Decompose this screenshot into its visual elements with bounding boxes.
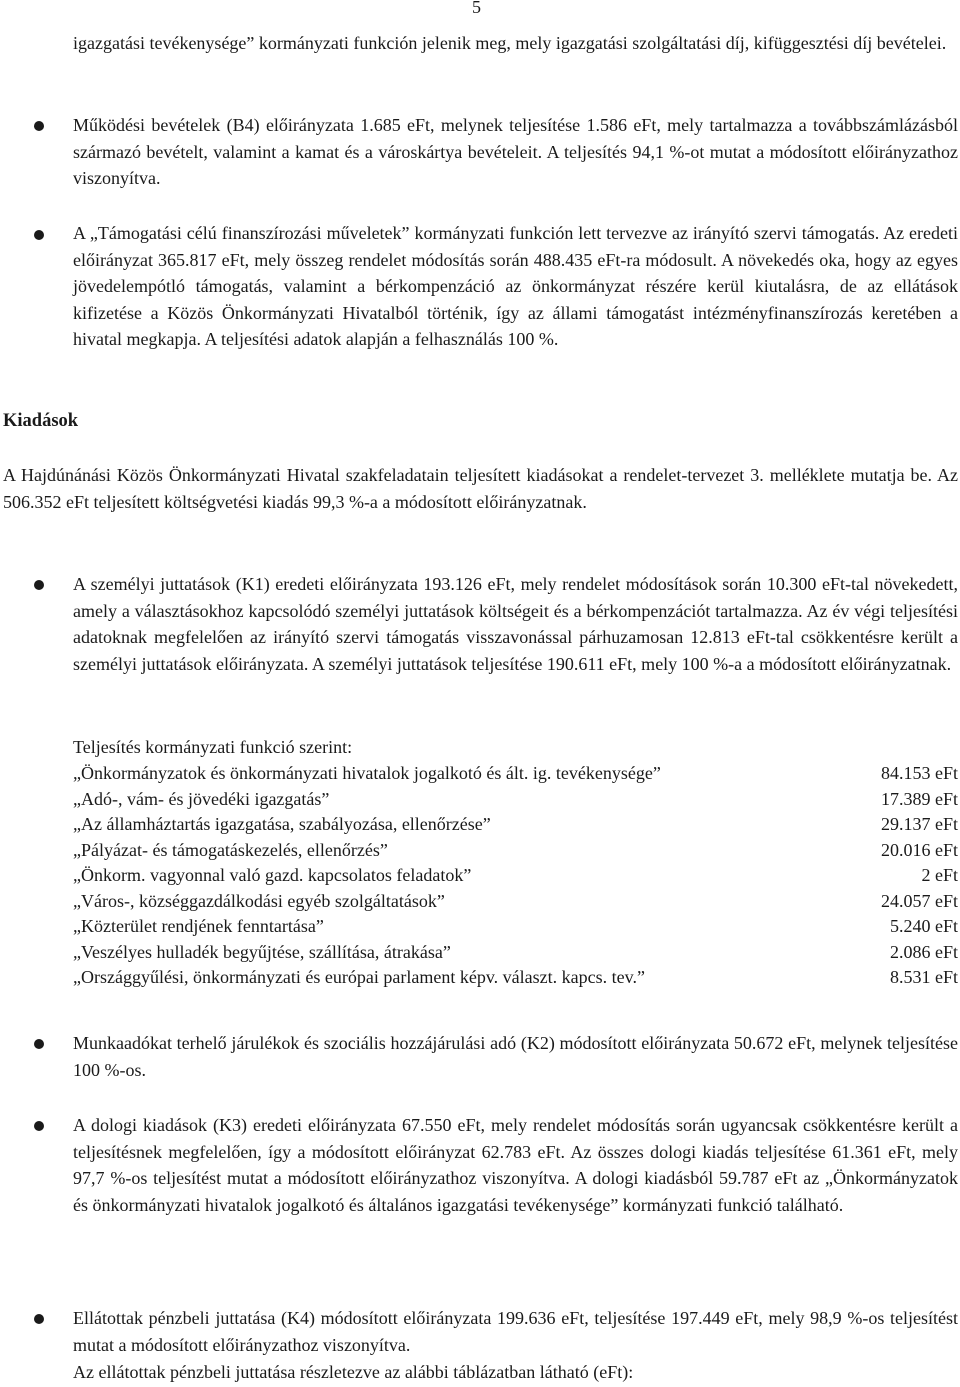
function-label: „Város-, községgazdálkodási egyéb szolgáltatások” <box>73 890 445 911</box>
section-heading-expenses: Kiadások <box>3 411 79 431</box>
function-amount: 24.057 eFt <box>880 890 958 911</box>
k4-paragraph: Ellátottak pénzbeli juttatása (K4) módosított előirányzata 199.636 eFt, teljesítése 197.449 eFt, mely 98,9 %-os teljesítést mutat a módosított előirányzathoz viszonyítva. <box>73 1308 958 1355</box>
bullet-icon <box>34 1039 44 1049</box>
table-row <box>73 761 958 787</box>
function-label: „Önkorm. vagyonnal való gazd. kapcsolatos feladatok” <box>73 865 472 885</box>
k4-note: Az ellátottak pénzbeli juttatása részletezve az alábbi táblázatban látható (eFt): <box>73 1362 634 1382</box>
function-amount: 17.389 eFt <box>880 788 958 809</box>
function-label: „Adó-, vám- és jövedéki igazgatás” <box>73 788 330 809</box>
bullet-icon <box>34 1314 44 1324</box>
table-row <box>73 889 958 915</box>
function-amount: 2.086 eFt <box>889 941 958 962</box>
function-amount: 5.240 eFt <box>889 916 958 936</box>
function-table <box>73 761 958 991</box>
function-amount: 29.137 eFt <box>880 814 958 834</box>
table-row <box>73 940 958 966</box>
function-label: „Az államháztartás igazgatása, szabályozása, ellenőrzése” <box>73 814 491 834</box>
table-row <box>73 787 958 813</box>
table-row <box>73 812 958 838</box>
k1-paragraph: A személyi juttatások (K1) eredeti előirányzata 193.126 eFt, mely rendelet módosítások során 10.300 eFt-tal növekedett, amely a választásokhoz kapcsolódó személyi juttatások költségeit és a bérkompenzációt tartalmazza. Az év végi teljesítési adatoknak megfelelően az irányító szervi támogatás visszavonással párhuzamosan 12.813 eFt-tal csökkentésre került a személyi juttatások előirányzata. A személyi juttatások teljesítése 190.611 eFt, mely 100 %-a a módosított előirányzatnak. <box>73 574 958 674</box>
page-number: 5 <box>472 0 481 17</box>
bullet-icon <box>34 230 44 240</box>
function-amount: 8.531 eFt <box>889 967 958 987</box>
bullet-icon <box>34 121 44 131</box>
function-label: „Veszélyes hulladék begyűjtése, szállítása, átrakása” <box>73 941 451 962</box>
table-row <box>73 914 958 940</box>
function-label: „Közterület rendjének fenntartása” <box>73 916 324 936</box>
revenue-b4-paragraph: Működési bevételek (B4) előirányzata 1.685 eFt, melynek teljesítése 1.586 eFt, mely tartalmazza a továbbszámlázásból származó bevételt, valamint a kamat és a városkártya bevételeit. A teljesítés 94,1 %-ot mutat a módosított előirányzathoz viszonyítva. <box>73 115 958 189</box>
k3-paragraph: A dologi kiadások (K3) eredeti előirányzata 67.550 eFt, mely rendelet módosítás során ugyancsak csökkentésre került a teljesítésnek megfelelően, így a módosított előirányzat 62.783 eFt. Az összes dologi kiadás teljesítése 61.361 eFt, mely 97,7 %-os teljesítést mutat a módosított előirányzathoz viszonyítva. A dologi kiadásból 59.787 eFt az „Önkormányzatok és önkormányzati hivatalok jogalkotó és általános igazgatási tevékenysége” kormányzati funkció található. <box>73 1115 958 1215</box>
function-amount: 2 eFt <box>921 865 958 885</box>
expenses-intro-paragraph: A Hajdúnánási Közös Önkormányzati Hivatal szakfeladatain teljesített kiadásokat a rendelet-tervezet 3. melléklete mutatja be. Az 506.352 eFt teljesített költségvetési kiadás 99,3 %-a a módosított előirányzatnak. <box>3 465 958 512</box>
intro-paragraph: igazgatási tevékenysége” kormányzati funkción jelenik meg, mely igazgatási szolgáltatási díj, kifüggesztési díj bevételei. <box>73 33 947 53</box>
k1-table-title: Teljesítés kormányzati funkció szerint: <box>73 737 353 757</box>
function-amount: 20.016 eFt <box>880 839 958 860</box>
table-row <box>73 965 958 991</box>
revenue-support-paragraph: A „Támogatási célú finanszírozási műveletek” kormányzati funkción lett tervezve az irányító szervi támogatás. Az eredeti előirányzat 365.817 eFt, mely összeg rendelet módosítás során 488.435 eFt-ra módosult. A növekedés oka, hogy az egyes jövedelempótló támogatás, valamint a bérkompenzáció az önkormányzat részére kerül kiutalásra, de az ellátások kifizetése a Közös Önkormányzati Hivatalból történik, így az állami támogatást intézményfinanszírozás keretében a hivatal megkapja. A teljesítési adatok alapján a felhasználás 100 %. <box>73 223 958 350</box>
table-row <box>73 838 958 864</box>
function-amount: 84.153 eFt <box>880 763 958 783</box>
function-label: „Önkormányzatok és önkormányzati hivatalok jogalkotó és ált. ig. tevékenysége” <box>73 763 661 783</box>
function-label: „Pályázat- és támogatáskezelés, ellenőrzés” <box>73 839 388 860</box>
function-label: „Országgyűlési, önkormányzati és európai parlament képv. választ. kapcs. tev.” <box>73 967 645 987</box>
k2-paragraph: Munkaadókat terhelő járulékok és szociális hozzájárulási adó (K2) módosított előirányzata 50.672 eFt, melynek teljesítése 100 %-os. <box>73 1033 958 1080</box>
bullet-icon <box>34 580 44 590</box>
table-row <box>73 863 958 889</box>
bullet-icon <box>34 1121 44 1131</box>
